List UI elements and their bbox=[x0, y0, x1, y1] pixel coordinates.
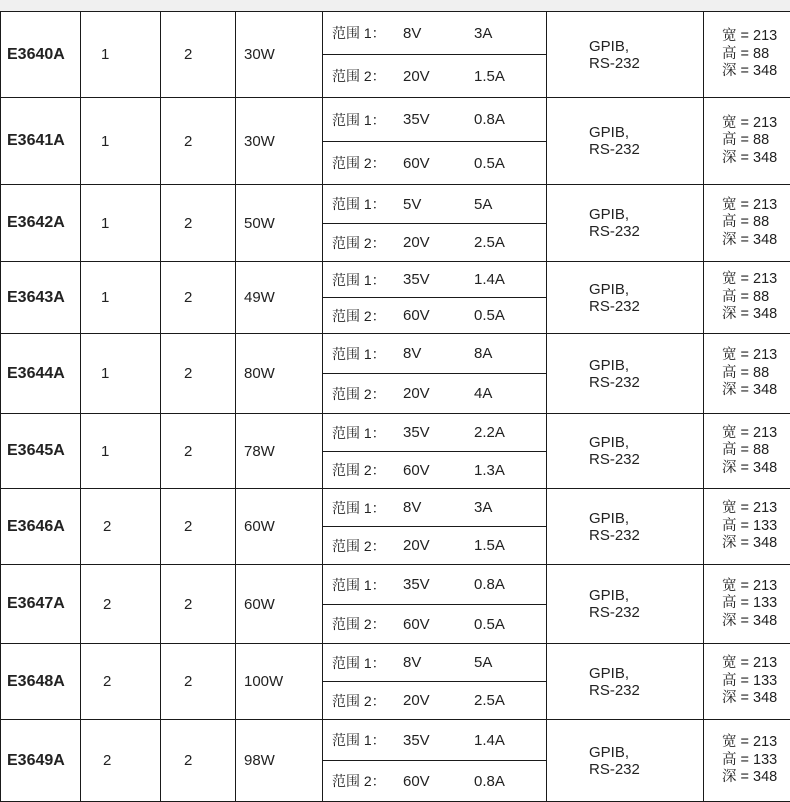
range-current: 3A bbox=[474, 25, 492, 42]
power-cell bbox=[236, 414, 323, 489]
width-dim: 宽 = 213 bbox=[722, 28, 790, 46]
width-dim: 宽 = 213 bbox=[722, 347, 790, 365]
range-1 bbox=[323, 644, 546, 681]
power-cell bbox=[236, 12, 323, 98]
outputs-cell bbox=[81, 98, 161, 185]
height-dim: 高 = 133 bbox=[722, 752, 790, 770]
range-voltage: 60V bbox=[403, 462, 430, 479]
ranges-count: 2 bbox=[184, 752, 192, 769]
outputs-cell bbox=[81, 414, 161, 489]
outputs-count: 2 bbox=[103, 518, 111, 535]
range-current: 0.5A bbox=[474, 307, 505, 324]
power-value: 30W bbox=[244, 133, 275, 150]
power-cell bbox=[236, 720, 323, 802]
outputs-cell bbox=[81, 185, 161, 262]
dimensions-cell bbox=[704, 98, 790, 185]
range-1 bbox=[323, 565, 546, 604]
ranges-cell bbox=[323, 12, 547, 98]
outputs-count: 2 bbox=[103, 596, 111, 613]
model-cell bbox=[1, 414, 81, 489]
range-current: 3A bbox=[474, 499, 492, 516]
width-dim: 宽 = 213 bbox=[722, 655, 790, 673]
model-cell bbox=[1, 185, 81, 262]
height-dim: 高 = 88 bbox=[722, 46, 790, 64]
height-dim: 高 = 88 bbox=[722, 214, 790, 232]
range-voltage: 5V bbox=[403, 196, 421, 213]
table-row bbox=[1, 98, 790, 185]
ranges-count-cell bbox=[161, 414, 236, 489]
range-label: 范围 2： bbox=[332, 233, 386, 253]
ranges-count: 2 bbox=[184, 596, 192, 613]
range-2 bbox=[323, 451, 546, 488]
range-current: 2.2A bbox=[474, 424, 505, 441]
dimensions-cell bbox=[704, 720, 790, 802]
outputs-cell bbox=[81, 12, 161, 98]
outputs-count: 1 bbox=[101, 215, 109, 232]
range-voltage: 20V bbox=[403, 385, 430, 402]
ranges-count-cell bbox=[161, 720, 236, 802]
interface-line: RS-232 bbox=[589, 527, 703, 544]
range-label: 范围 1： bbox=[332, 344, 386, 364]
range-label: 范围 1： bbox=[332, 653, 386, 673]
power-value: 78W bbox=[244, 443, 275, 460]
range-1 bbox=[323, 12, 546, 54]
model-number: E3640A bbox=[7, 46, 65, 63]
power-value: 30W bbox=[244, 46, 275, 63]
model-cell bbox=[1, 565, 81, 644]
outputs-cell bbox=[81, 720, 161, 802]
width-dim: 宽 = 213 bbox=[722, 425, 790, 443]
ranges-count-cell bbox=[161, 98, 236, 185]
ranges-count: 2 bbox=[184, 46, 192, 63]
outputs-count: 1 bbox=[101, 46, 109, 63]
power-cell bbox=[236, 262, 323, 334]
table-row bbox=[1, 12, 790, 98]
dimensions-cell bbox=[704, 489, 790, 565]
dimensions-cell bbox=[704, 334, 790, 414]
interface-line: RS-232 bbox=[589, 55, 703, 72]
height-dim: 高 = 88 bbox=[722, 132, 790, 150]
interface-line: GPIB, bbox=[589, 744, 703, 761]
ranges-count: 2 bbox=[184, 443, 192, 460]
width-dim: 宽 = 213 bbox=[722, 271, 790, 289]
outputs-cell bbox=[81, 565, 161, 644]
power-value: 60W bbox=[244, 518, 275, 535]
range-2 bbox=[323, 373, 546, 413]
power-cell bbox=[236, 489, 323, 565]
range-current: 0.8A bbox=[474, 111, 505, 128]
range-label: 范围 2： bbox=[332, 66, 386, 86]
range-voltage: 35V bbox=[403, 424, 430, 441]
outputs-count: 1 bbox=[101, 289, 109, 306]
range-1 bbox=[323, 262, 546, 297]
ranges-cell bbox=[323, 185, 547, 262]
depth-dim: 深 = 348 bbox=[722, 460, 790, 478]
ranges-count: 2 bbox=[184, 518, 192, 535]
range-1 bbox=[323, 489, 546, 526]
interface-line: GPIB, bbox=[589, 124, 703, 141]
range-voltage: 8V bbox=[403, 499, 421, 516]
dimensions-cell bbox=[704, 12, 790, 98]
interface-line: GPIB, bbox=[589, 357, 703, 374]
range-voltage: 35V bbox=[403, 271, 430, 288]
interface-line: RS-232 bbox=[589, 374, 703, 391]
height-dim: 高 = 88 bbox=[722, 289, 790, 307]
model-cell bbox=[1, 644, 81, 720]
ranges-count-cell bbox=[161, 12, 236, 98]
dimensions-cell bbox=[704, 644, 790, 720]
range-2 bbox=[323, 141, 546, 184]
model-number: E3646A bbox=[7, 518, 65, 535]
interface-cell bbox=[547, 644, 704, 720]
table-row bbox=[1, 644, 790, 720]
model-number: E3648A bbox=[7, 673, 65, 690]
power-value: 100W bbox=[244, 673, 283, 690]
outputs-count: 1 bbox=[101, 133, 109, 150]
range-1 bbox=[323, 98, 546, 141]
range-current: 1.4A bbox=[474, 271, 505, 288]
range-voltage: 20V bbox=[403, 68, 430, 85]
width-dim: 宽 = 213 bbox=[722, 197, 790, 215]
range-current: 0.8A bbox=[474, 773, 505, 790]
table-row bbox=[1, 720, 790, 802]
width-dim: 宽 = 213 bbox=[722, 578, 790, 596]
range-label: 范围 2： bbox=[332, 771, 386, 791]
range-voltage: 8V bbox=[403, 25, 421, 42]
interface-cell bbox=[547, 334, 704, 414]
range-voltage: 35V bbox=[403, 732, 430, 749]
model-cell bbox=[1, 12, 81, 98]
ranges-count: 2 bbox=[184, 133, 192, 150]
range-current: 8A bbox=[474, 345, 492, 362]
range-2 bbox=[323, 760, 546, 801]
model-cell bbox=[1, 98, 81, 185]
range-current: 4A bbox=[474, 385, 492, 402]
table-row bbox=[1, 414, 790, 489]
range-label: 范围 2： bbox=[332, 460, 386, 480]
interface-line: GPIB, bbox=[589, 665, 703, 682]
power-cell bbox=[236, 565, 323, 644]
table-row bbox=[1, 185, 790, 262]
table-row bbox=[1, 334, 790, 414]
power-supply-spec-table bbox=[0, 11, 790, 802]
width-dim: 宽 = 213 bbox=[722, 500, 790, 518]
range-label: 范围 1： bbox=[332, 575, 386, 595]
interface-line: GPIB, bbox=[589, 434, 703, 451]
range-voltage: 8V bbox=[403, 345, 421, 362]
range-label: 范围 1： bbox=[332, 110, 386, 130]
power-cell bbox=[236, 98, 323, 185]
range-current: 2.5A bbox=[474, 234, 505, 251]
model-cell bbox=[1, 720, 81, 802]
range-2 bbox=[323, 223, 546, 261]
power-cell bbox=[236, 644, 323, 720]
outputs-cell bbox=[81, 489, 161, 565]
depth-dim: 深 = 348 bbox=[722, 150, 790, 168]
width-dim: 宽 = 213 bbox=[722, 115, 790, 133]
model-number: E3645A bbox=[7, 442, 65, 459]
range-1 bbox=[323, 185, 546, 223]
range-current: 1.5A bbox=[474, 537, 505, 554]
range-1 bbox=[323, 720, 546, 760]
ranges-cell bbox=[323, 565, 547, 644]
outputs-count: 1 bbox=[101, 443, 109, 460]
range-voltage: 60V bbox=[403, 616, 430, 633]
model-number: E3649A bbox=[7, 752, 65, 769]
range-2 bbox=[323, 604, 546, 643]
ranges-cell bbox=[323, 720, 547, 802]
width-dim: 宽 = 213 bbox=[722, 734, 790, 752]
ranges-cell bbox=[323, 262, 547, 334]
range-current: 2.5A bbox=[474, 692, 505, 709]
range-voltage: 60V bbox=[403, 307, 430, 324]
range-label: 范围 2： bbox=[332, 384, 386, 404]
depth-dim: 深 = 348 bbox=[722, 769, 790, 787]
outputs-cell bbox=[81, 334, 161, 414]
interface-cell bbox=[547, 12, 704, 98]
ranges-count-cell bbox=[161, 644, 236, 720]
ranges-cell bbox=[323, 334, 547, 414]
range-voltage: 35V bbox=[403, 576, 430, 593]
ranges-count-cell bbox=[161, 565, 236, 644]
range-label: 范围 2： bbox=[332, 614, 386, 634]
interface-line: RS-232 bbox=[589, 604, 703, 621]
interface-line: GPIB, bbox=[589, 587, 703, 604]
range-label: 范围 1： bbox=[332, 23, 386, 43]
model-number: E3643A bbox=[7, 289, 65, 306]
interface-cell bbox=[547, 565, 704, 644]
table-row bbox=[1, 565, 790, 644]
range-current: 0.8A bbox=[474, 576, 505, 593]
outputs-count: 1 bbox=[101, 365, 109, 382]
interface-line: RS-232 bbox=[589, 298, 703, 315]
range-label: 范围 2： bbox=[332, 153, 386, 173]
ranges-count-cell bbox=[161, 262, 236, 334]
model-number: E3642A bbox=[7, 214, 65, 231]
interface-cell bbox=[547, 414, 704, 489]
outputs-count: 2 bbox=[103, 752, 111, 769]
range-label: 范围 1： bbox=[332, 730, 386, 750]
range-label: 范围 1： bbox=[332, 498, 386, 518]
dimensions-cell bbox=[704, 414, 790, 489]
model-number: E3641A bbox=[7, 132, 65, 149]
ranges-count: 2 bbox=[184, 289, 192, 306]
interface-line: RS-232 bbox=[589, 223, 703, 240]
interface-cell bbox=[547, 262, 704, 334]
outputs-cell bbox=[81, 644, 161, 720]
ranges-count-cell bbox=[161, 489, 236, 565]
range-voltage: 60V bbox=[403, 773, 430, 790]
range-current: 1.4A bbox=[474, 732, 505, 749]
model-number: E3647A bbox=[7, 595, 65, 612]
interface-cell bbox=[547, 185, 704, 262]
ranges-count-cell bbox=[161, 334, 236, 414]
height-dim: 高 = 133 bbox=[722, 518, 790, 536]
range-voltage: 20V bbox=[403, 537, 430, 554]
range-current: 0.5A bbox=[474, 616, 505, 633]
depth-dim: 深 = 348 bbox=[722, 232, 790, 250]
range-current: 5A bbox=[474, 654, 492, 671]
outputs-cell bbox=[81, 262, 161, 334]
depth-dim: 深 = 348 bbox=[722, 306, 790, 324]
interface-line: RS-232 bbox=[589, 451, 703, 468]
model-cell bbox=[1, 489, 81, 565]
range-1 bbox=[323, 414, 546, 451]
depth-dim: 深 = 348 bbox=[722, 63, 790, 81]
interface-line: RS-232 bbox=[589, 682, 703, 699]
ranges-count-cell bbox=[161, 185, 236, 262]
power-cell bbox=[236, 334, 323, 414]
height-dim: 高 = 133 bbox=[722, 673, 790, 691]
range-2 bbox=[323, 681, 546, 719]
interface-line: GPIB, bbox=[589, 281, 703, 298]
height-dim: 高 = 88 bbox=[722, 442, 790, 460]
range-label: 范围 2： bbox=[332, 306, 386, 326]
range-label: 范围 2： bbox=[332, 536, 386, 556]
range-2 bbox=[323, 297, 546, 333]
ranges-cell bbox=[323, 414, 547, 489]
interface-line: GPIB, bbox=[589, 510, 703, 527]
ranges-count: 2 bbox=[184, 215, 192, 232]
interface-line: GPIB, bbox=[589, 38, 703, 55]
power-cell bbox=[236, 185, 323, 262]
dimensions-cell bbox=[704, 565, 790, 644]
power-value: 50W bbox=[244, 215, 275, 232]
range-1 bbox=[323, 334, 546, 373]
depth-dim: 深 = 348 bbox=[722, 690, 790, 708]
range-voltage: 35V bbox=[403, 111, 430, 128]
power-value: 98W bbox=[244, 752, 275, 769]
interface-line: GPIB, bbox=[589, 206, 703, 223]
ranges-count: 2 bbox=[184, 673, 192, 690]
height-dim: 高 = 88 bbox=[722, 365, 790, 383]
range-voltage: 60V bbox=[403, 155, 430, 172]
range-current: 1.3A bbox=[474, 462, 505, 479]
ranges-cell bbox=[323, 98, 547, 185]
table-row bbox=[1, 262, 790, 334]
range-current: 1.5A bbox=[474, 68, 505, 85]
range-current: 0.5A bbox=[474, 155, 505, 172]
power-value: 60W bbox=[244, 596, 275, 613]
range-voltage: 20V bbox=[403, 692, 430, 709]
range-2 bbox=[323, 54, 546, 97]
range-label: 范围 1： bbox=[332, 270, 386, 290]
depth-dim: 深 = 348 bbox=[722, 382, 790, 400]
ranges-cell bbox=[323, 489, 547, 565]
dimensions-cell bbox=[704, 185, 790, 262]
interface-cell bbox=[547, 720, 704, 802]
range-label: 范围 2： bbox=[332, 691, 386, 711]
range-current: 5A bbox=[474, 196, 492, 213]
interface-line: RS-232 bbox=[589, 761, 703, 778]
range-2 bbox=[323, 526, 546, 564]
depth-dim: 深 = 348 bbox=[722, 535, 790, 553]
interface-cell bbox=[547, 489, 704, 565]
height-dim: 高 = 133 bbox=[722, 595, 790, 613]
outputs-count: 2 bbox=[103, 673, 111, 690]
interface-line: RS-232 bbox=[589, 141, 703, 158]
model-number: E3644A bbox=[7, 365, 65, 382]
interface-cell bbox=[547, 98, 704, 185]
ranges-cell bbox=[323, 644, 547, 720]
power-value: 80W bbox=[244, 365, 275, 382]
model-cell bbox=[1, 334, 81, 414]
ranges-count: 2 bbox=[184, 365, 192, 382]
range-voltage: 20V bbox=[403, 234, 430, 251]
table-row bbox=[1, 489, 790, 565]
range-label: 范围 1： bbox=[332, 194, 386, 214]
depth-dim: 深 = 348 bbox=[722, 613, 790, 631]
range-label: 范围 1： bbox=[332, 423, 386, 443]
model-cell bbox=[1, 262, 81, 334]
range-voltage: 8V bbox=[403, 654, 421, 671]
dimensions-cell bbox=[704, 262, 790, 334]
power-value: 49W bbox=[244, 289, 275, 306]
